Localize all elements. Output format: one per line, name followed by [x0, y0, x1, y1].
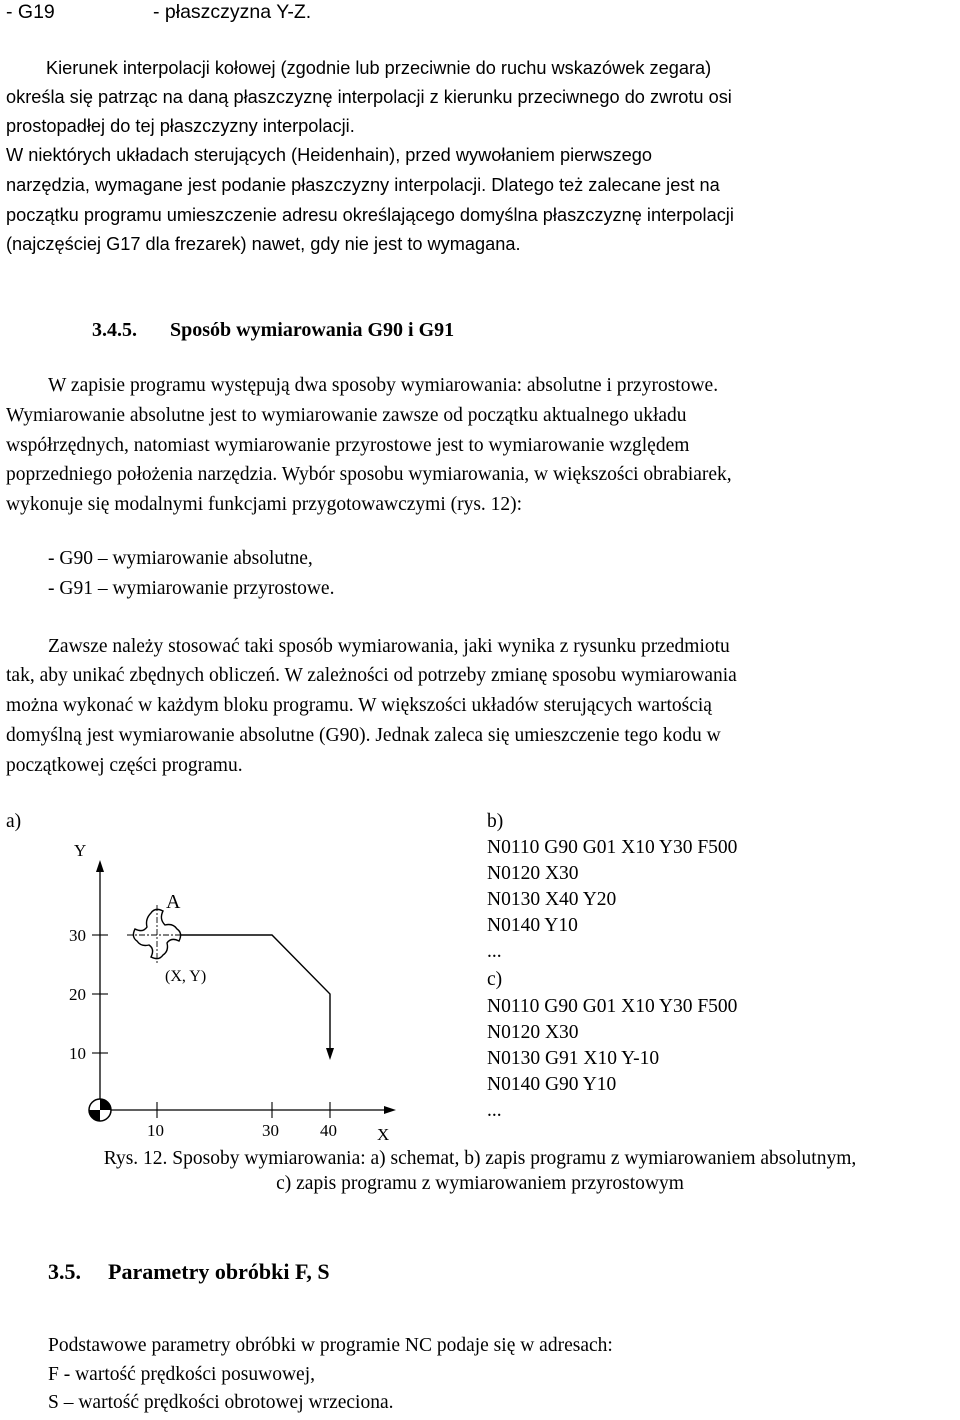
code-line: ...	[487, 1100, 502, 1121]
list-item-g91: - G91 – wymiarowanie przyrostowe.	[48, 578, 335, 599]
text-line: można wykonać w każdym bloku programu. W większości układów sterujących wartością	[6, 695, 712, 716]
text-line: Podstawowe parametry obróbki w programie NC podaje się w adresach:	[48, 1335, 613, 1356]
milling-cutter-icon	[127, 905, 187, 965]
tool-path-arrow	[326, 1048, 334, 1060]
text-line: domyślną jest wymiarowanie absolutne (G90). Jednak zaleca się umieszczenie tego kodu w	[6, 725, 721, 746]
code-line: N0140 Y10	[487, 915, 578, 936]
origin-icon	[89, 1099, 111, 1121]
code-line: N0120 X30	[487, 1022, 579, 1043]
code-line: N0130 X40 Y20	[487, 889, 617, 910]
x-tick-label: 10	[147, 1121, 164, 1140]
y-tick-label: 10	[69, 1044, 86, 1063]
code-line: N0130 G91 X10 Y-10	[487, 1048, 660, 1069]
y-tick-label: 20	[69, 985, 86, 1004]
code-line: N0110 G90 G01 X10 Y30 F500	[487, 837, 738, 858]
section-number: 3.4.5.	[92, 319, 137, 341]
text-line: określa się patrząc na daną płaszczyznę interpolacji z kierunku przeciwnego do zwrotu osi	[6, 87, 732, 107]
x-tick-label: 40	[320, 1121, 337, 1140]
figure-caption-line: Rys. 12. Sposoby wymiarowania: a) schemat, b) zapis programu z wymiarowaniem absolutnym,	[103, 1148, 857, 1169]
tool-label: A	[166, 891, 181, 913]
point-label: (X, Y)	[165, 968, 207, 985]
code-line: N0140 G90 Y10	[487, 1074, 617, 1095]
code-line: ...	[487, 941, 502, 962]
text-line: poprzedniego położenia narzędzia. Wybór sposobu wymiarowania, w większości obrabiarek,	[6, 464, 732, 485]
text-line: prostopadłej do tej płaszczyzny interpolacji.	[6, 116, 355, 136]
figure-label-c: c)	[487, 969, 503, 990]
text-line: W zapisie programu występują dwa sposoby wymiarowania: absolutne i przyrostowe.	[48, 375, 719, 396]
text-line: W niektórych układach sterujących (Heidenhain), przed wywołaniem pierwszego	[6, 145, 652, 165]
code-line: N0120 X30	[487, 863, 579, 884]
text-line: Wymiarowanie absolutne jest to wymiarowanie zawsze od początku aktualnego układu	[6, 405, 687, 426]
tool-path	[157, 935, 330, 1053]
section-title: Parametry obróbki F, S	[108, 1259, 330, 1284]
y-tick-label: 30	[69, 926, 86, 945]
text-line: początkowej części programu.	[6, 755, 243, 776]
list-item-s: S – wartość prędkości obrotowej wrzeciona.	[48, 1392, 394, 1413]
x-tick-label: 30	[262, 1121, 279, 1140]
list-item-f: F - wartość prędkości posuwowej,	[48, 1364, 315, 1385]
code-line: N0110 G90 G01 X10 Y30 F500	[487, 996, 738, 1017]
section-title: Sposób wymiarowania G90 i G91	[170, 319, 455, 341]
text-line: narzędzia, wymagane jest podanie płaszczyzny interpolacji. Dlatego też zalecane jest na	[6, 175, 720, 195]
text-line: początku programu umieszczenie adresu określającego domyślna płaszczyznę interpolacji	[6, 205, 734, 225]
text-line: (najczęściej G17 dla frezarek) nawet, gdy nie jest to wymagana.	[6, 234, 521, 254]
x-axis-arrow	[384, 1106, 396, 1114]
figure-label-a: a)	[6, 811, 22, 832]
x-axis-label: X	[377, 1125, 390, 1144]
figure-label-b: b)	[487, 811, 504, 832]
text-line: współrzędnych, natomiast wymiarowanie przyrostowe jest to wymiarowanie względem	[6, 435, 690, 456]
text-line: wykonuje się modalnymi funkcjami przygotowawczymi (rys. 12):	[6, 494, 523, 515]
text-line: tak, aby unikać zbędnych obliczeń. W zależności od potrzeby zmianę sposobu wymiarowania	[6, 665, 737, 686]
list-item-g90: - G90 – wymiarowanie absolutne,	[48, 548, 313, 569]
section-number: 3.5.	[48, 1259, 81, 1284]
y-axis-label: Y	[74, 841, 87, 860]
dimensioning-schematic	[0, 800, 480, 1150]
y-axis-arrow	[96, 860, 104, 872]
figure-caption-line: c) zapis programu z wymiarowaniem przyrostowym	[276, 1173, 684, 1194]
list-item-g19-desc: - płaszczyzna Y-Z.	[153, 1, 312, 23]
text-line: Kierunek interpolacji kołowej (zgodnie lub przeciwnie do ruchu wskazówek zegara)	[46, 58, 712, 78]
list-item-g19-code: - G19	[6, 1, 55, 23]
text-line: Zawsze należy stosować taki sposób wymiarowania, jaki wynika z rysunku przedmiotu	[48, 636, 730, 657]
